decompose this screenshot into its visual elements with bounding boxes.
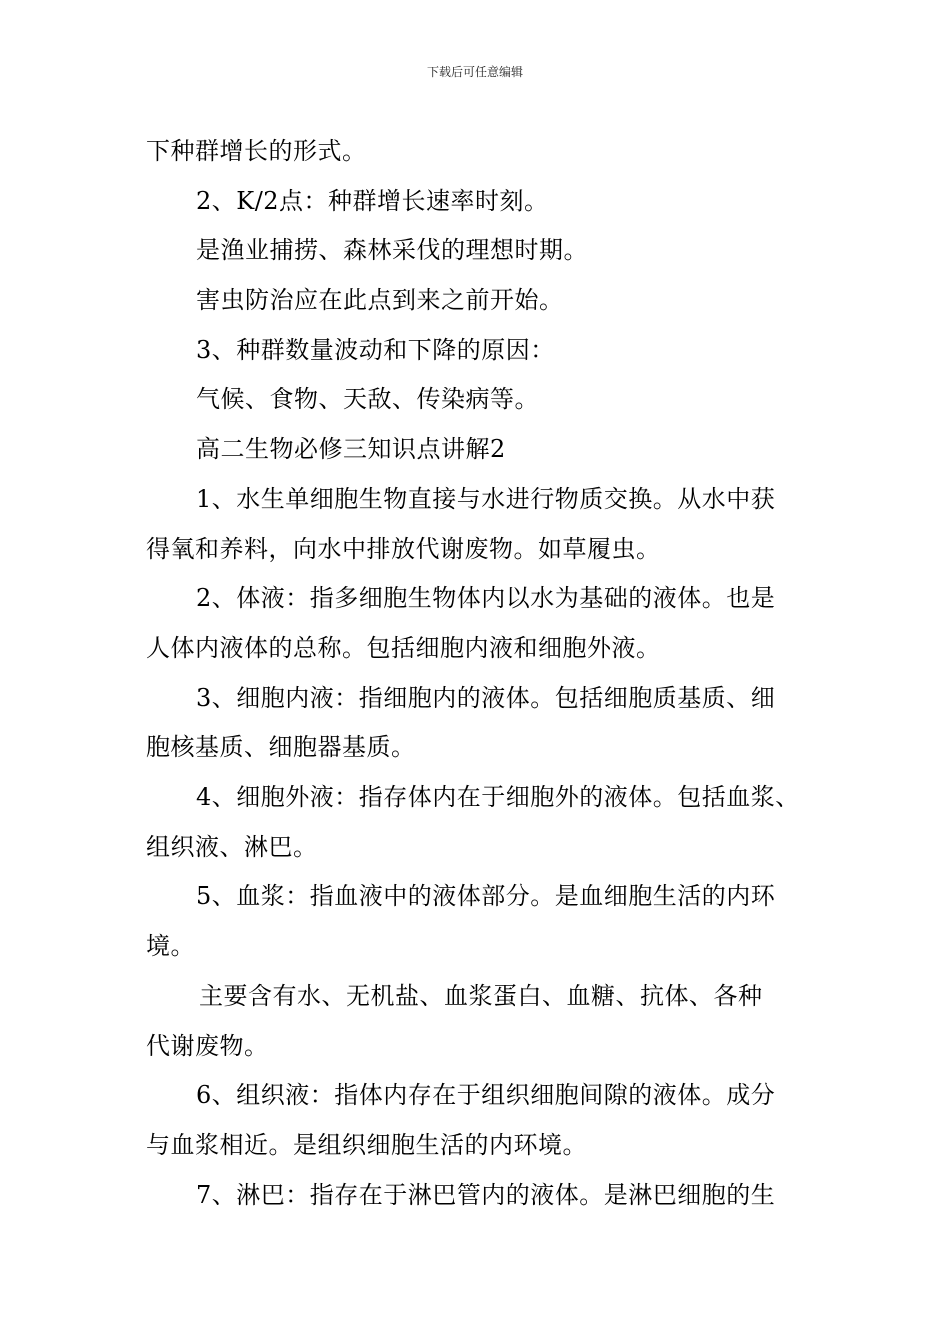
- text-line: 7、淋巴：指存在于淋巴管内的液体。是淋巴细胞的生: [196, 1181, 776, 1209]
- text-line: 下种群增长的形式。: [146, 137, 367, 165]
- text-line: 4、细胞外液：指存体内在于细胞外的液体。包括血浆、: [196, 783, 800, 811]
- text-line: 3、种群数量波动和下降的原因：: [196, 336, 555, 364]
- text-line: 2、K/2点：种群增长速率时刻。: [196, 187, 549, 215]
- text-line: 气候、食物、天敌、传染病等。: [196, 385, 539, 413]
- text-line: 害虫防治应在此点到来之前开始。: [196, 286, 564, 314]
- text-line: 得氧和养料，向水中排放代谢废物。如草履虫。: [146, 535, 661, 563]
- text-line: 5、血浆：指血液中的液体部分。是血细胞生活的内环: [196, 882, 776, 910]
- text-line: 人体内液体的总称。包括细胞内液和细胞外液。: [146, 634, 661, 662]
- text-line: 1、水生单细胞生物直接与水进行物质交换。从水中获: [196, 485, 776, 513]
- section-heading: 高二生物必修三知识点讲解2: [196, 435, 506, 463]
- text-line: 境。: [146, 932, 195, 960]
- text-line: 6、组织液：指体内存在于组织细胞间隙的液体。成分: [196, 1081, 776, 1109]
- text-line: 是渔业捕捞、森林采伐的理想时期。: [196, 236, 588, 264]
- text-line: 与血浆相近。是组织细胞生活的内环境。: [146, 1131, 587, 1159]
- text-line: 3、细胞内液：指细胞内的液体。包括细胞质基质、细: [196, 684, 776, 712]
- text-line: 胞核基质、细胞器基质。: [146, 733, 416, 761]
- page-header-note: 下载后可任意编辑: [426, 65, 523, 79]
- text-line: 组织液、淋巴。: [146, 833, 318, 861]
- text-line: 主要含有水、无机盐、血浆蛋白、血糖、抗体、各种: [199, 982, 763, 1010]
- text-line: 2、体液：指多细胞生物体内以水为基础的液体。也是: [196, 584, 776, 612]
- text-line: 代谢废物。: [146, 1032, 269, 1060]
